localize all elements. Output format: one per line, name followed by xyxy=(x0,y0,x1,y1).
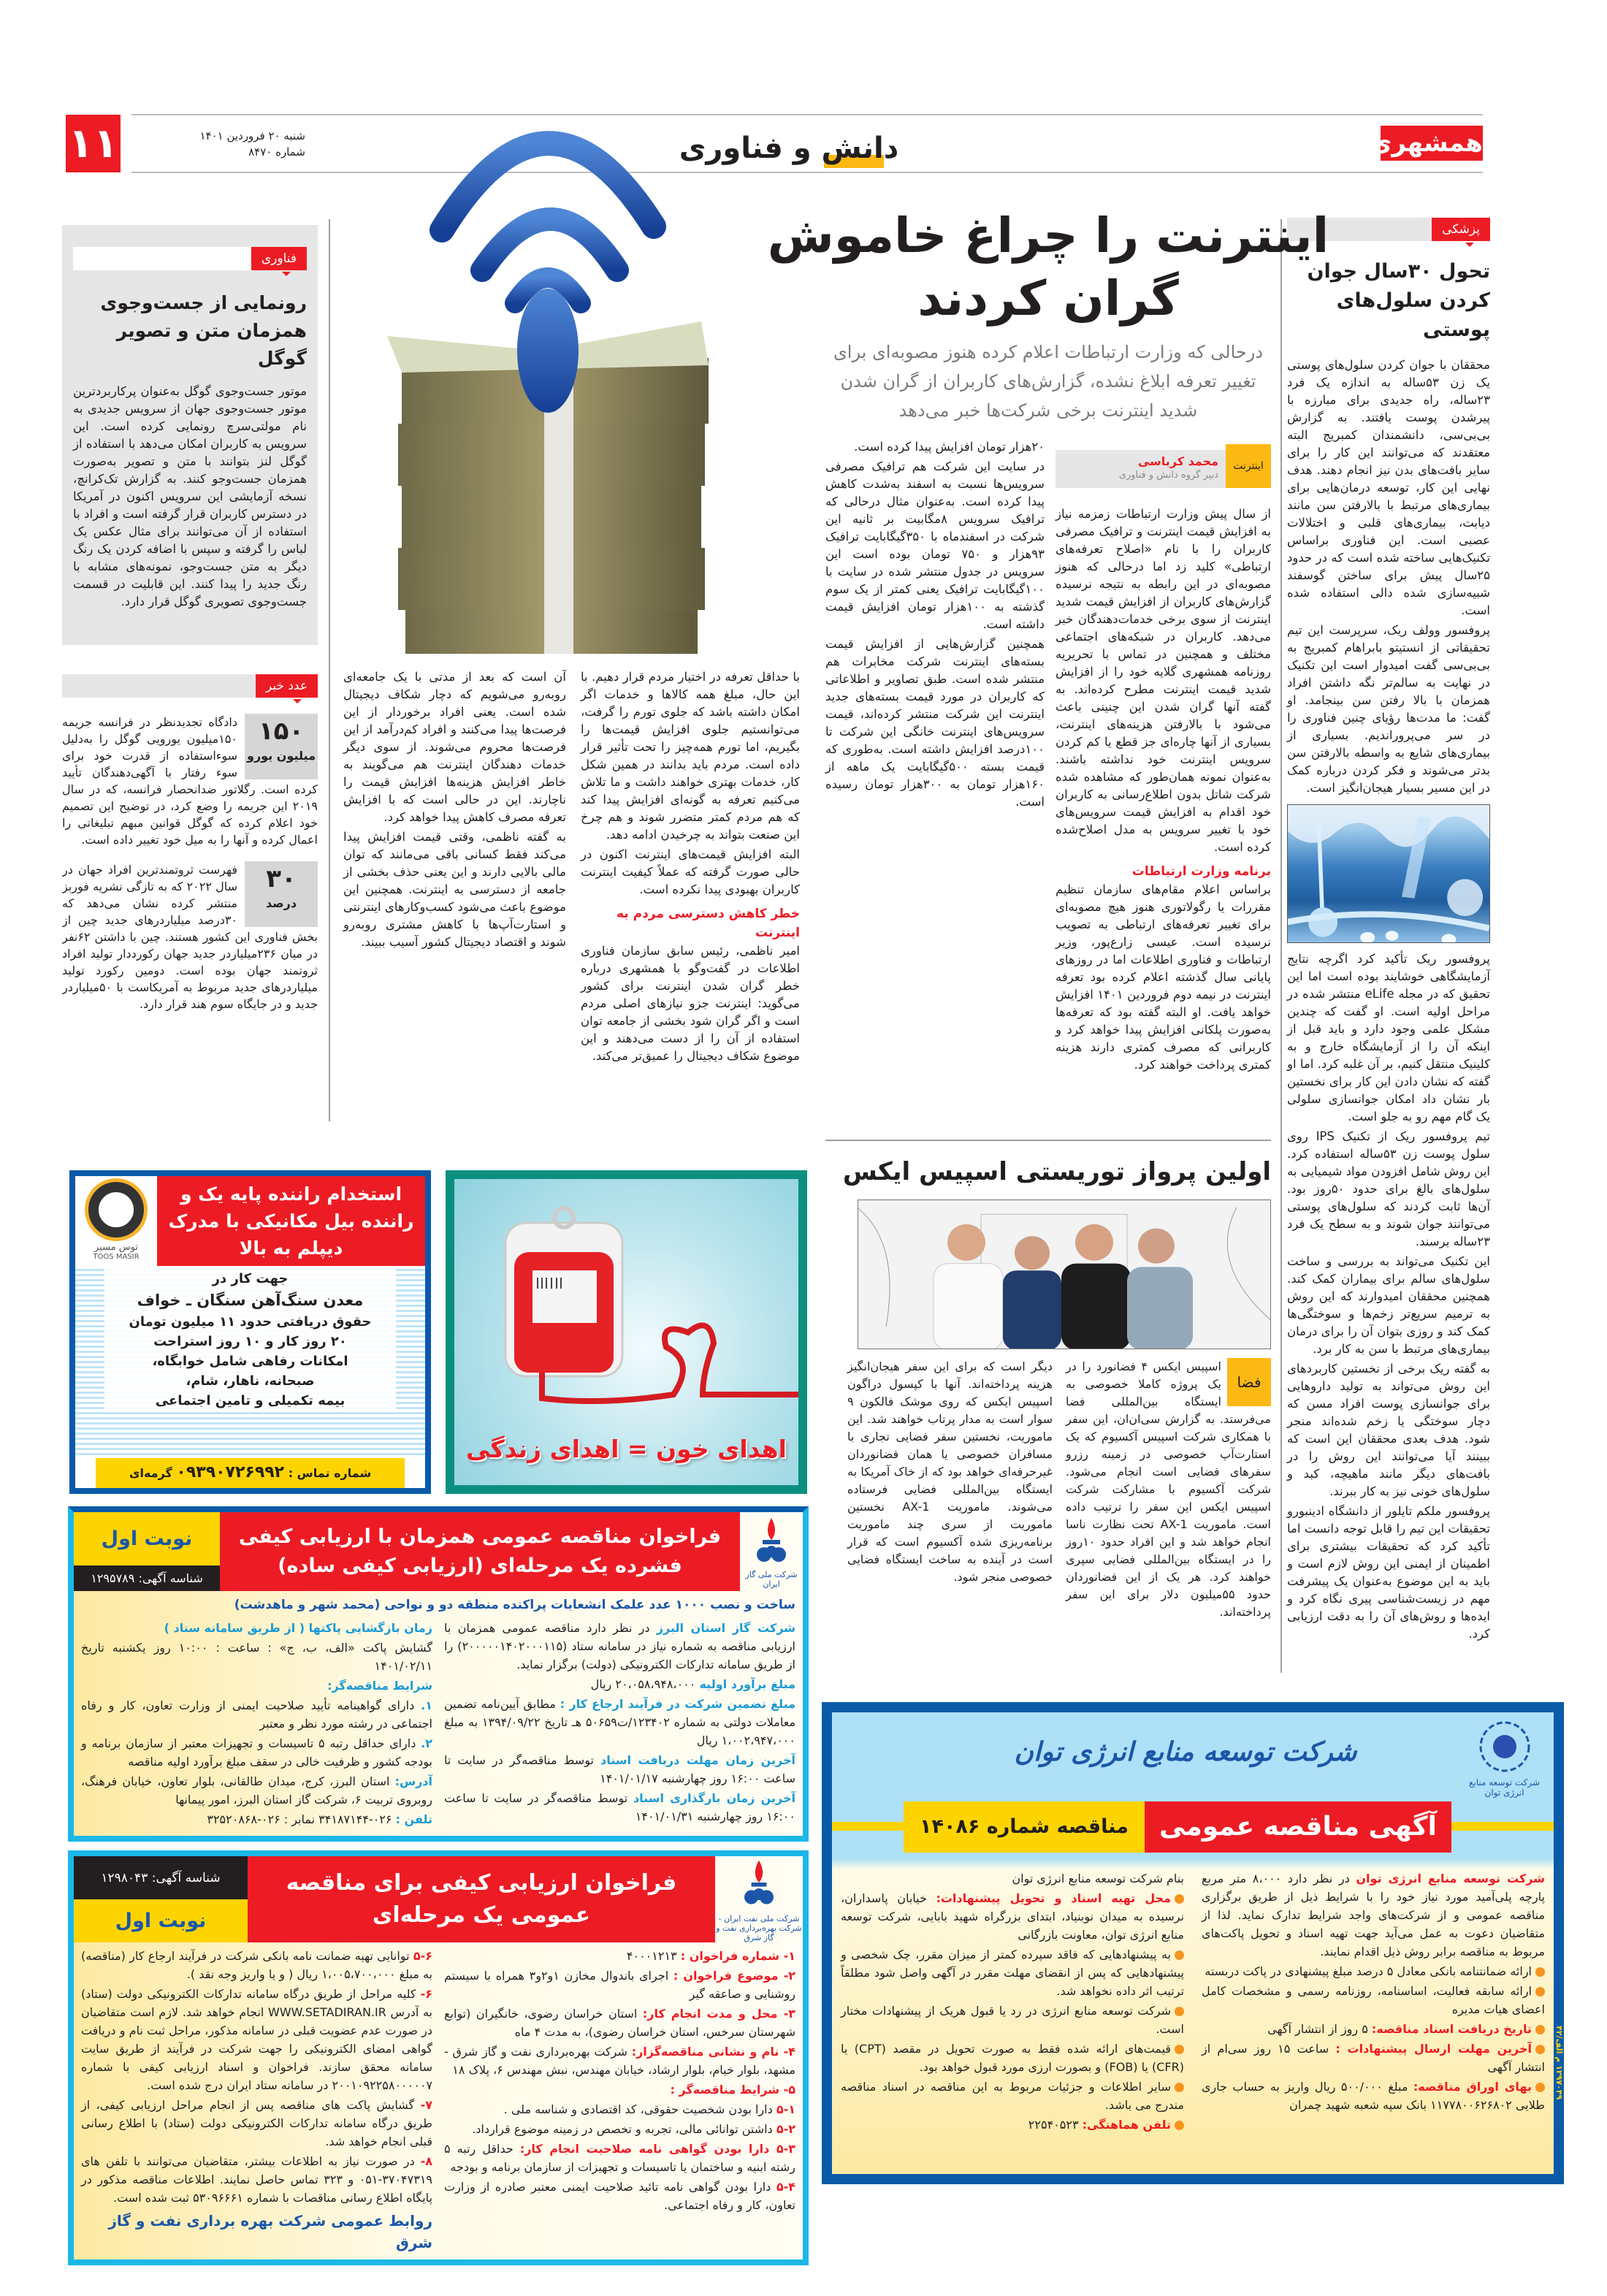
ad-item-label: ۴- نام و نشانی مناقصه‌گزار: xyxy=(631,2045,796,2059)
ad-item xyxy=(841,2040,1184,2076)
ad-item-text: سایر اطلاعات و جزئیات مربوط به این مناقصه در اسناد مناقصه مندرج می باشد. xyxy=(841,2080,1184,2112)
ad-item-label: آدرس: xyxy=(394,1774,432,1788)
ad-item xyxy=(444,2120,795,2138)
skin-cells-image xyxy=(1287,804,1490,943)
ad-item-label: شرکت گاز استان البرز xyxy=(656,1621,795,1635)
ad-item xyxy=(1202,1869,1545,1961)
main-subtitle: درحالی که وزارت ارتباطات اعلام کرده هنوز مصوبه‌ای برای تغییر تعرفه ابلاغ نشده، گزارش‌های کاربران از گران شدن شدید اینترنت برخی شرکت‌ها خبر می‌دهد xyxy=(833,342,1264,421)
main-article-col4 xyxy=(343,668,566,953)
medicine-headline: تحول ۳۰سال جوان کردن سلول‌های پوستی xyxy=(1307,260,1490,341)
ad-item-label: آخرین زمان مهلت دریافت اسناد xyxy=(600,1753,796,1767)
ad-item-text: در نظر دارد ۸،۰۰۰ متر مربع پارچه پلی‌آمید مورد نیاز خود را با شرایط ذیل از طریق برگزاری مناقصه عمومی و از شرکت‌های واجد شرایط تدارک نماید. لذا از متقاضیان دعوت به عمل می‌آید جهت تهیه اسناد و تحویل پاکت‌های مربوط به مناقصه برابر روش ذیل اقدام نمایند. xyxy=(1202,1872,1545,1959)
medicine-column xyxy=(1287,218,1490,1645)
recruit-benefits-1: امکانات رفاهی شامل خوابگاه، xyxy=(152,1354,348,1369)
ad-item-label: ۷- xyxy=(420,2098,432,2112)
gas-company-logo xyxy=(740,1512,803,1591)
ad-item-text: داشتن توانائی مالی، تجربه و تخصص در زمینه موضوع قرارداد. xyxy=(472,2122,776,2136)
number-badge xyxy=(245,861,318,927)
oil-ad-id: شناسه آگهی: ۱۲۹۸۰۴۳ xyxy=(74,1856,248,1899)
ad-item-text: توسط مناقصه‌گر در سایت تا ساعت ۱۶:۰۰ روز چهارشنبه ۱۴۰۱/۰۱/۳۱ xyxy=(444,1791,795,1823)
ad-item xyxy=(444,2080,795,2099)
ad-item-text: ارائه سابقه فعالیت، اساسنامه، روزنامه رسمی و مشخصات کامل اعضای هیات مدیره xyxy=(1202,1984,1545,2016)
author-role: دبیر گروه دانش و فناوری xyxy=(1118,470,1218,481)
bullet-icon xyxy=(1175,2121,1184,2130)
ad-item-text: دارا بودن شخصیت حقوقی، کد اقتصادی و شناسه ملی . xyxy=(503,2102,776,2116)
logo-name-fa: توس مسیر xyxy=(94,1242,138,1253)
ad-item-text: توانایی تهیه ضمانت نامه بانکی شرکت در فرآیند ارجاع کار (مناقصه) به مبلغ ۱،۰۰۵،۷۰۰،۰۰۰ ریال ( و یا واریز وجه نقد ). xyxy=(81,1949,432,1981)
ad-item-label: بهای اوراق مناقصه: xyxy=(1413,2080,1532,2094)
ad-item xyxy=(841,2002,1184,2038)
ad-item-text: ارائه ضمانتنامه بانکی معادل ۵ درصد مبلغ پیشنهادی در پاکت دربسته xyxy=(1205,1964,1532,1978)
blood-bag-heart-icon xyxy=(454,1197,798,1416)
gas-logo-text: شرکت ملی گاز ایران xyxy=(745,1570,798,1589)
skin-cells-illustration xyxy=(1287,805,1489,943)
newspaper-logo[interactable]: همشهری xyxy=(1381,126,1483,161)
main-headline-line2: گران کردند xyxy=(917,270,1179,327)
main-article-col2 xyxy=(825,438,1045,813)
ad-item-label: ۵- شرایط مناقصه‌گر : xyxy=(670,2083,795,2097)
tavan-tender-number: مناقصه شماره ۱۴۰۸۶ xyxy=(904,1801,1145,1853)
ad-oil-tender[interactable] xyxy=(68,1850,809,2265)
issue-number: شماره ۸۴۷۰ xyxy=(248,145,305,159)
bullet-icon xyxy=(1535,2083,1545,2092)
ad-item xyxy=(81,1947,432,1983)
ad-item-label: ۵-۲ xyxy=(776,2122,795,2136)
ad-item xyxy=(841,2116,1184,2134)
number-value: ۳۰ xyxy=(266,864,297,893)
ad-item-text: قیمت‌های ارائه شده فقط به صورت تحویل در مقصد (CPT) یا (CFR) یا (FOB) و بصورت ارزی مورد قبول خواهد بود. xyxy=(841,2042,1184,2074)
wifi-money-graphic xyxy=(358,124,752,657)
ad-item-label: شرکت توسعه منابع انرژی توان xyxy=(1356,1872,1545,1885)
oil-flame-logo-icon xyxy=(737,1859,781,1912)
paragraph: همچنین گزارش‌هایی از افزایش قیمت بسته‌های اینترنت شرکت مخابرات هم منتشر شده است. طبق تصاویر و اطلاعاتی که کاربران در مورد قیمت بسته‌های جدید اینترنت این شرکت منتشر کرده‌اند، قیمت سرویس‌های اینترنت خانگی این شرکت تا ۱۰۰درصد افزایش داشته است. به‌طوری که قیمت بسته ۵۰۰گیگابایت یک ماهه از ۱۶۰هزار تومان به ۳۰۰هزار تومان رسیده است. xyxy=(825,637,1045,809)
ad-item xyxy=(444,1675,795,1693)
ad-item-label: تاریخ دریافت اسناد مناقصه: xyxy=(1371,2022,1532,2036)
ad-item xyxy=(444,1619,795,1674)
ad-item xyxy=(81,2096,432,2151)
ad-item-text: خیابان پاسداران، نرسیده به میدان نوبنیاد، ابتدای بزرگراه شهید بابایی، شرکت توسعه منابع انرژی توان، معاونت بازرگانی xyxy=(841,1891,1184,1942)
ad-item-label: شرایط مناقصه‌گر: xyxy=(327,1679,432,1693)
ad-item xyxy=(444,2140,795,2176)
ad-item-label: ۵-۴ xyxy=(776,2180,795,2194)
recruit-insurance: بیمه تکمیلی و تامین اجتماعی xyxy=(155,1393,346,1408)
ad-item-text: در نظر دارد مناقصه عمومی همزمان با ارزیابی مناقصه به شماره نیاز در سامانه ستاد (۲۰۰۰۰۰۱۴۰۲۰۰۰۱۱۵) را از طریق سامانه تدارکات الکترونیکی (دولت) برگزار نماید. xyxy=(444,1621,795,1671)
spacex-col-right: اسپیس ایکس ۴ فضانورد را در یک پروژه کاملا خصوصی به ایستگاه بین‌المللی فضا می‌فرستد. به گزارش سی‌ان‌ان، این سفر با همکاری شرکت اسپیس آکسیوم که یک استارت‌آپ خصوصی در زمینه رزرو سفرهای فضایی است انجام می‌شود. شرکت آکسیوم با مشارکت شرکت اسپیس ایکس این سفر را ترتیب داده است. ماموریت AX-1 تحت نظارت ناسا انجام خواهد شد و این افراد حدود ۱۰روز را در ایستگاه بین‌المللی فضایی سپری خواهند کرد. هر یک از این فضانوردان حدود ۵۵میلیون دلار برای این سفر پرداخته‌اند. xyxy=(1066,1359,1272,1619)
tech-tag-label: فناوری xyxy=(251,247,307,270)
ad-item-text: ۲۲۵۴۰۵۲۳ xyxy=(1028,2118,1083,2132)
bullet-icon xyxy=(1175,2083,1184,2092)
ad-recruitment[interactable] xyxy=(69,1170,431,1494)
ad-item xyxy=(1202,1962,1545,1980)
ad-item-label: ۵-۶ xyxy=(413,1949,432,1963)
ad-item-text: دارای حداقل رتبه ۵ تاسیسات و تجهیزات معتبر از سازمان برنامه و بودجه کشور و ظرفیت خالی در سقف مبلغ برآورد اولیه مناقصه xyxy=(81,1736,432,1769)
subhead-ministry-plan: برنامه وزارت ارتباطات xyxy=(1131,864,1271,879)
author-name: محمد کرباسی xyxy=(1137,454,1218,468)
ad-item-label: ۲. xyxy=(421,1736,432,1750)
ad-item-text: کلیه مراحل از طریق درگاه سامانه تدارکات الکترونیکی دولت (ستاد) به آدرس WWW.SETADIRAN.IR انجام خواهد شد. لازم است متقاضیان در صورت عدم عضویت قبلی در سامانه مذکور، مراحل ثبت نام و دریافت گواهی امضای الکترونیکی را جهت شرکت در فرآیند از طریق سایت سامانه محقق سازند. فراخوان و اسناد ارزیابی کیفی با شماره ۲۰۰۱۰۹۲۲۵۸۰۰۰۰۰۷ در سامانه ستاد ایران درج شده است. xyxy=(81,1987,433,2092)
ad-item-label: ۸- xyxy=(420,2154,432,2168)
ad-item-text: گشایش پاکت «الف، ب، ج» : ساعت : ۱۰:۰۰ روز یکشنبه تاریخ ۱۴۰۱/۰۲/۱۱ xyxy=(81,1641,432,1673)
ad-item-text: بنام شرکت توسعه منابع انرژی توان xyxy=(1012,1872,1184,1885)
paragraph: پروفسور وولف ریک، سرپرست این تیم تحقیقاتی از انستیتو بابراهام کمبریج به بی‌بی‌سی گفت امیدوار است این تکنیک در نهایت به سالم‌تر نگه داشتن افراد همزمان با بالا رفتن سن بینجامد. او گفت: ما مدت‌ها رؤیای چنین فناوری را در سر می‌پروراندیم. بسیاری از بیماری‌های شایع به واسطه بالارفتن سن بدتر می‌شوند و فکر کردن درباره کمک در این مسیر بسیار هیجان‌انگیز است. xyxy=(1287,623,1490,795)
ad-item xyxy=(841,1945,1184,2000)
tech-body-paragraph: موتور جست‌وجوی گوگل به‌عنوان پرکاربردترین موتور جست‌وجوی جهان از سرویس جدیدی به نام مولتی‌سرچ رونمایی کرده است. این سرویس به کاربران امکان می‌دهد با استفاده از گوگل لنز بتوانند با متن و تصویر به‌صورت همزمان جست‌وجو کنند. به گزارش تک‌کرانچ، نسخه آزمایشی این سرویس اکنون در آمریکا در دسترس کاربران قرار گرفته است و افراد با استفاده از آن می‌توانند برای مثال عکس یک لباس را گرفته و سپس با اضافه کردن یک رنگ دیگر به متن جست‌وجو، نمونه‌های مشابه با رنگ جدید را پیدا کنند. این قابلیت در قسمت جست‌وجوی تصویری گوگل قرار دارد. xyxy=(73,384,307,609)
ad-item-text: ۵ روز از انتشار آگهی xyxy=(1267,2022,1372,2036)
ad-item-label: تلفن هماهنگی: xyxy=(1082,2118,1171,2132)
bullet-icon xyxy=(1535,2025,1545,2034)
tavan-right-column xyxy=(1202,1869,1545,2135)
main-article-col3 xyxy=(581,668,800,1067)
ad-item-text: توسط مناقصه‌گر در سایت تا ساعت ۱۶:۰۰ روز چهارشنبه ۱۴۰۱/۰۱/۱۷ xyxy=(444,1753,795,1785)
left-sidebar xyxy=(62,225,318,1012)
phone-contact-name: گرمه‌ای xyxy=(129,1466,172,1480)
recruit-schedule: ۲۰ روز کار و ۱۰ روز استراحت xyxy=(153,1334,347,1349)
tavan-company-name: شرکت توسعه منابع انرژی توان xyxy=(1014,1737,1357,1767)
ad-item-text: اجرای باندوال مخازن ۱و۲و۳ همراه با سیستم روشنایی و صاعقه گیر xyxy=(444,1969,795,2001)
ad-item-text: مطابق آیین‌نامه تضمین معاملات دولتی به شماره ۱۲۳۴۰۲/ت۵۰۶۵۹ هـ تاریخ ۱۳۹۴/۰۹/۲۲ به مبلغ ۱،۰۰۲،۹۴۷،۰۰۰ ریال xyxy=(444,1697,796,1747)
ad-item xyxy=(81,1985,432,2094)
gas-title: فراخوان مناقصه عمومی همزمان با ارزیابی کیفی فشرده یک مرحله‌ای (ارزیابی کیفی ساده) xyxy=(220,1512,740,1591)
bullet-icon xyxy=(1535,1967,1545,1977)
oil-logo-text: شرکت ملی نفت ایران - شرکت بهره‌برداری نفت و گاز شرق xyxy=(716,1914,802,1942)
bullet-icon xyxy=(1175,1894,1184,1904)
number-news-tag-label: عدد خبر xyxy=(256,674,318,698)
ad-item-text: گشایش پاکت های مناقصه پس از انجام مراحل ارزیابی کیفی، از طریق درگاه سامانه تدارکات الکترونیکی دولت (ستاد) با اطلاع رسانی قبلی انجام خواهد شد. xyxy=(81,2098,432,2148)
paragraph: در سایت این شرکت هم ترافیک مصرفی سرویس‌ها نسبت به اسفند به‌شدت کاهش پیدا کرده است. به‌عنوان مثال درحالی که ترافیک سرویس ۸مگابیت بر ثانیه این شرکت در اسفندماه با ۳۵۰گیگابایت ترافیک ۹۳هزار و ۷۵۰ تومان بوده است این سرویس در جدول منتشر شده در سایت با ۱۰۰گیگابایت ترافیک یعنی کمتر از یک سوم گذشته به ۱۰۰هزار تومان افزایش قیمت داشته است. xyxy=(825,459,1045,631)
tavan-flower-logo-icon xyxy=(1476,1718,1533,1775)
ad-item-label: مبلغ برآورد اولیه xyxy=(699,1677,795,1691)
astronauts-photo xyxy=(858,1200,1270,1349)
oil-right-column xyxy=(444,1947,795,2254)
ad-item xyxy=(841,2078,1184,2114)
bullet-icon xyxy=(1175,2007,1184,2016)
ad-item xyxy=(444,1789,795,1826)
ad-item xyxy=(81,2152,432,2207)
number-news-item xyxy=(62,861,318,1012)
ad-item xyxy=(81,1696,432,1733)
number-news-item xyxy=(62,714,318,848)
paragraph: محققان با جوان کردن سلول‌های پوستی یک زن ۵۳ساله به اندازه یک فرد ۲۳ساله، راه جدیدی برای مبارزه با پیرشدن پوست یافتند. به گزارش بی‌بی‌سی، دانشمندان کمبریج البته معتقدند که می‌توانند این کار را برای سایر بافت‌های بدن نیز انجام دهند. هدف نهایی این کار، توسعه درمان‌هایی برای بیماری‌های مرتبط با بالارفتن سن مانند دیابت، بیماری‌های قلبی و اختلالات عصبی است. این فناوری براساس تکنیک‌هایی ساخته شده است که در حدود ۲۵سال پیش برای ساختن گوسفند شبیه‌سازی شده دالی استفاده شده است. xyxy=(1287,358,1490,617)
medicine-tag-label: پزشکی xyxy=(1432,218,1490,241)
ad-item xyxy=(444,2178,795,2214)
ad-item xyxy=(444,1695,795,1750)
section-title xyxy=(672,131,906,165)
ad-item-label: ۲- موضوع فراخوان : xyxy=(673,1969,795,1983)
paragraph: از سال پیش وزارت ارتباطات زمزمه نیاز به افزایش قیمت اینترنت و ترافیک مصرفی کاربران را با نام «اصلاح تعرفه‌های ارتباطی» کلید زد اما درحالی که هنوز مصوبه‌ای در این رابطه به نتیجه نرسیده گزارش‌های کاربران از افزایش قیمت شدید اینترنت از سوی برخی خدمات‌دهندگان خبر می‌دهد. کاربران در شبکه‌های اجتماعی مختلف و همچنین در تماس با تحریریه روزنامه همشهری گلایه خود را از افزایش شدید قیمت اینترنت مطرح کرده‌اند. به گفته آنها گران شدن این چنینی باعث می‌شود با بالارفتن هزینه‌های اینترنت، بسیاری از آنها چاره‌ای جز قطع یا کم کردن سرویس اینترنت خود نداشته باشند. به‌عنوان نمونه همان‌طور که مشاهده شده شرکت شاتل بدون اطلاع‌رسانی به کاربران خود اقدام به افزایش قیمت سرویس‌های خود با تغییر سرویس به مدل اصلاح‌شده کرده است. xyxy=(1056,507,1271,854)
ad-item-label: ۵-۳ دارا بودن گواهی نامه صلاحیت انجام کار: xyxy=(519,2142,795,2156)
ad-item-label: آخرین زمان بارگذاری اسناد xyxy=(633,1791,796,1805)
ad-item xyxy=(81,1619,432,1637)
ad-item-label: مبلغ تضمین شرکت در فرآیند ارجاع کار : xyxy=(560,1697,796,1711)
recruit-title: استخدام راننده پایه یک و راننده بیل مکانیکی با مدرک دیپلم به بالا xyxy=(157,1176,425,1266)
space-tag: فضا xyxy=(1227,1358,1271,1406)
paragraph: آن است که بعد از مدتی با یک جامعه‌ای روبه‌رو می‌شویم که دچار شکاف دیجیتال شده است. یعنی افراد برخوردار از این فرصت‌ها پیدا می‌کنند و افراد کم‌درآمد از این فرصت‌ها محروم می‌شوند. از سوی دیگر خدمات دهندگان اینترنت هم می‌گویند به خاطر افزایش هزینه‌ها افزایش قیمت را ناچارند. این در حالی است که با افزایش تعرفه مصرف کاهش پیدا خواهد کرد. xyxy=(343,670,566,824)
ad-item-text: در صورت نیاز به اطلاعات بیشتر، متقاضیان می‌توانند با تلفن های ۳۷۰۴۷۳۱۹-۰۵۱ و ۳۲۳ تماس حاصل نمایند. اطلاعات مناقصه مذکور در پایگاه اطلاع رسانی مناقصات با شماره ۵۳۰۹۶۶۶۱ ثبت شده است. xyxy=(81,2154,432,2205)
tech-headline: رونمایی از جست‌وجوی همزمان متن و تصویر گوگل xyxy=(100,292,307,369)
bullet-icon xyxy=(1175,2045,1184,2054)
spacex-body xyxy=(847,1358,1271,1621)
tech-section-tag xyxy=(73,247,307,270)
ad-item xyxy=(1202,2020,1545,2038)
header-top-rule xyxy=(131,114,1483,115)
oil-round-badge: نوبت اول xyxy=(74,1899,248,1942)
subhead-access-risk: خطر کاهش دسترسی مردم به اینترنت xyxy=(617,907,800,940)
tavan-side-code: ۱۲۹۷۰۴۹ م الف/۴۲ xyxy=(1554,2026,1564,2100)
gas-subject: ساخت و نصب ۱۰۰۰ عدد علمک انشعابات پراکنده منطقه دو و نواحی (محمد شهر و ماهدشت) xyxy=(234,1598,795,1612)
ad-item-text: ۲۰،۰۵۸،۹۴۸،۰۰۰ ریال xyxy=(590,1677,700,1691)
medicine-body-top xyxy=(1287,356,1490,797)
gas-left-column xyxy=(81,1619,432,1830)
oil-title: فراخوان ارزیابی کیفی برای مناقصه عمومی یک مرحله‌ای xyxy=(248,1856,715,1942)
ad-item-label: ۱. xyxy=(421,1698,432,1712)
paragraph: امیر ناظمی، رئیس سابق سازمان فناوری اطلاعات در گفت‌وگو با همشهری درباره خطر گران شدن اینترنت برای کشور می‌گوید: اینترنت جزو نیازهای اصلی مردم است و اگر گران شود بخشی از جامعه توان استفاده از آن را از دست می‌دهند و این موضوع شکاف دیجیتال را عمیق‌تر می‌کند. xyxy=(581,944,800,1063)
ad-item xyxy=(1202,2040,1545,2076)
paragraph: پروفسور ملکم تایلور از دانشگاه ادینبورو تحقیقات این تیم را قابل توجه دانست اما تأکید کرد که تحقیقات بیشتری برای اطمینان از ایمنی این روش لازم است و باید به این موضوع به‌عنوان یک پیشرفت مهم در زیست‌شناسی پیری نگاه کرد و ایده‌ها و روش‌های آن را به دقت ارزیابی کرد. xyxy=(1287,1504,1490,1641)
ad-item xyxy=(444,2100,795,2118)
paragraph: این تکنیک می‌تواند به بررسی و ساخت سلول‌های سالم برای بیماران کمک کند. همچنین محققان امیدوارند که این روش به ترمیم سریع‌تر زخم‌ها و سوختگی‌ها کمک کند و روزی بتوان آن را برای درمان بیماری‌های مرتبط با سن به کار برد. xyxy=(1287,1254,1490,1356)
spacex-photo xyxy=(858,1200,1271,1349)
tire-logo-icon xyxy=(88,1182,144,1237)
wifi-money-illustration xyxy=(358,124,752,657)
ad-item-text: به پیشنهادهایی که فاقد سپرده کمتر از میزان مقرر، چک شخصی و پیشنهادهایی که پس از انقضای مهلت مقرر در آگهی واصل شود مطلقاً ترتیب اثر داده نخواهد شد. xyxy=(841,1948,1184,1998)
phone-number[interactable]: ۰۹۳۹۰۷۲۶۹۹۲ xyxy=(176,1463,285,1481)
recruit-location: معدن سنگ‌آهن سنگان ـ خواف xyxy=(137,1292,364,1309)
recruit-details xyxy=(75,1266,425,1458)
ad-item-label: ۵-۱ xyxy=(776,2102,795,2116)
main-col3-after xyxy=(581,942,800,1065)
header-bottom-rule xyxy=(131,172,1483,173)
phone-label: شماره تماس : xyxy=(288,1466,372,1480)
ad-item-label: ۶- xyxy=(420,1987,432,2001)
issue-date: شنبه ۲۰ فروردین ۱۴۰۱ xyxy=(199,129,305,142)
number-news-text: دادگاه تجدیدنظر در فرانسه جریمه ۱۵۰میلیون یورویی گوگل را به‌دلیل سوءاستفاده از قدرت خود برای سوء رفتار با آگهی‌دهندگان تأیید کرده است. رگلاتور ضدانحصار فرانسه، که در سال ۲۰۱۹ این جریمه را وضع کرد، در توضیح این تصمیم خود اعلام کرده که گوگل قوانین مبهم تبلیغاتی را اعمال کرده و آنها را به میل خود تغییر داده است. xyxy=(62,715,318,847)
gas-badges xyxy=(74,1512,220,1591)
page-number-box: ۱۱ xyxy=(66,115,121,172)
medicine-body-bottom xyxy=(1287,950,1490,1643)
ad-item xyxy=(444,1947,795,1965)
ad-item-text: ۰۲۶-۳۴۱۸۷۱۴۴ نمابر : ۰۲۶-۳۲۵۲۰۸۶۸ xyxy=(207,1812,396,1826)
logo-name-en: TOOS MASIR xyxy=(93,1253,140,1261)
oil-body xyxy=(74,1942,803,2259)
column-divider-right xyxy=(1280,219,1282,1673)
number-news-text: فهرست ثروتمندترین افراد جهان در سال ۲۰۲۲ که به تازگی نشریه فوربز منتشر کرده نشان می‌دهد که ۳۰درصد میلیاردرهای جدید چین از بخش فناوری این کشور هستند. چین با داشتن ۶۲نفر در میان ۲۳۶میلیاردر جدید جهان رکورددار تولید افراد ثروتمند جهان بوده است. دومین رکورد تولید میلیاردرهای جدید مربوط به آمریکاست با ۵۰میلیاردر جدید و در جایگاه سوم هند قرار دارد. xyxy=(62,863,318,1011)
ad-item-text: شرکت توسعه منابع انرژی در رد یا قبول هریک از پیشنهادات مختار است. xyxy=(841,2004,1184,2036)
ad-blood-donation[interactable] xyxy=(446,1170,807,1494)
gas-flame-logo-icon xyxy=(749,1517,793,1568)
ad-item-text: دارای گواهینامه تأیید صلاحیت ایمنی از وزارت تعاون، کار و رفاه اجتماعی در رشته مورد نظر و معتبر xyxy=(81,1698,432,1731)
blood-slogan: اهدای خون = اهدای زندگی xyxy=(466,1435,787,1463)
tavan-body xyxy=(832,1862,1554,2144)
gas-header xyxy=(74,1512,803,1591)
spacex-col-left: دیگر است که برای این سفر هیجان‌انگیز هزینه پرداخته‌اند. آنها با کپسول دراگون اسپیس ایکس که روی موشک فالکون ۹ سوار است به مدار پرتاب خواهند شد. این ماموریت، نخستین سفر فضایی تجاری با مسافران خصوصی یا همان فضانوردان غیرحرفه‌ای خواهد بود که از خاک آمریکا به ایستگاه بین‌المللی فضایی فرستاده می‌شوند. ماموریت AX-1 نخستین ماموریت از سری چند ماموریت برنامه‌ریزی شده آکسیوم است که قرار است در آینده به ساخت ایستگاه فضایی خصوصی منجر شود. xyxy=(847,1359,1053,1584)
tavan-left-column xyxy=(841,1869,1184,2135)
paragraph: پروفسور ریک تأکید کرد اگرچه نتایج آزمایشگاهی خوشایند بوده است اما این تحقیق که در مجله eLife منتشر شده در مراحل اولیه است. او گفت که چندین مشکل علمی وجود دارد و باید قبل از اینکه آن را از آزمایشگاه خارج و به کلینیک منتقل کنیم، بر آن غلبه کرد. اما او گفته که نشان دادن این کار برای نخستین بار نشان داد امکان جوانسازی سلولی یک گام مهم رو به جلو است. xyxy=(1287,952,1490,1124)
recruit-line1: جهت کار در xyxy=(212,1271,289,1286)
ad-item-label: آخرین مهلت ارسال پیشنهادات : xyxy=(1335,2042,1532,2056)
ad-item-text: ۴۰۰۰۱۲۱۳ xyxy=(626,1949,681,1963)
ad-item-text: شرکت بهره‌برداری نفت و گاز شرق - مشهد، بلوار خیام، بلوار ارشاد، خیابان مهندس، نبش مهندس ۶، پلاک ۱۸ xyxy=(444,2045,795,2077)
oil-left-wrap xyxy=(81,1947,432,2254)
oil-left-column xyxy=(81,1947,432,2207)
ad-item-text: حداقل رتبه ۵ رشته ابنیه و ساختمان یا تاسیسات و تجهیزات از سازمان برنامه و بودجه xyxy=(444,2142,795,2174)
author-byline xyxy=(1056,450,1226,488)
ad-item xyxy=(444,1967,795,2003)
tavan-logo xyxy=(1462,1718,1546,1798)
section-title-text: دانش و فناوری xyxy=(679,131,899,165)
oil-header xyxy=(74,1856,803,1942)
ad-tavan-tender[interactable] xyxy=(822,1702,1564,2184)
ad-item xyxy=(81,1734,432,1771)
ad-item-text: استان خراسان رضوی، خانگیران (توابع شهرستان سرخس، استان خراسان رضوی)، به مدت ۴ ماه xyxy=(444,2007,795,2039)
gas-ad-id: شناسه آگهی: ۱۲۹۵۷۸۹ xyxy=(74,1565,220,1591)
paragraph: به گفته ناظمی، وقتی قیمت افزایش پیدا می‌کند فقط کسانی باقی می‌مانند که توان مالی بالایی دارند و این یعنی حذف بخشی از جامعه از دسترسی به اینترنت. همچنین این موضوع باعث می‌شود کسب‌وکارهای اینترنتی و استارت‌آپ‌ها با کاهش مشتری روبه‌رو شوند و اقتصاد دیجیتال کشور آسیب ببیند. xyxy=(343,830,566,949)
paragraph: تیم پروفسور ریک از تکنیک IPS روی سلول پوست زن ۵۳ساله استفاده کرد. این روش شامل افزودن مواد شیمیایی به سلول‌های بالغ برای حدود ۵۰روز بود. آن‌ها ثابت کردند که سلول‌های پوستی می‌توانند جوان شوند و به سطح یک فرد ۲۳ساله برسند. xyxy=(1287,1129,1491,1248)
ad-item-text: استان البرز، کرج، میدان طالقانی، بلوار تعاون، خیابان فرهنگ، روبروی تربیت ۶، شرکت گاز استان البرز، امور پیمانها xyxy=(81,1774,432,1807)
ad-item-label: ۱- شماره فراخوان : xyxy=(680,1949,795,1963)
recruit-header xyxy=(75,1176,425,1266)
main-article-col1 xyxy=(1056,506,1271,1074)
main-headline-line1: اینترنت را چراغ خاموش xyxy=(767,207,1329,264)
main-article-right-part xyxy=(1056,438,1271,1076)
paragraph: براساس اعلام مقام‌های سازمان تنظیم مقررات یا رگولاتوری هنوز هیچ مصوبه‌ای برای تغییر تعرفه‌های ارتباطی به تصویب نرسیده است. عیسی زارع‌پور، وزیر ارتباطات و فناوری اطلاعات اما در روزهای پایانی سال گذشته اعلام کرده بود تعرفه اینترنت در نیمه دوم فروردین ۱۴۰۱ افزایش خواهد یافت. او البته گفته بود که تعرفه‌ها به‌صورت پلکانی افزایش پیدا خواهد کرد و کاربرانی که مصرف کمتری دارند هزینه کمتری پرداخت خواهند کرد. xyxy=(1056,882,1271,1072)
paragraph: به گفته ریک برخی از نخستین کاربردهای این روش می‌تواند به تولید داروهایی برای جوانسازی پوست افراد مسن که دچار سوختگی یا زخم شده‌اند منجر شود. هدف بعدی محققان این است که ببینند آیا می‌توانند این روش را در بافت‌های دیگر مانند ماهیچه، کبد و سلول‌های خونی نیز به کار ببرند. xyxy=(1287,1362,1490,1498)
ad-item-text: دارا بودن گواهی نامه تائید صلاحیت ایمنی معتبر صادره از وزارت تعاون، کار و رفاه اجتماعی. xyxy=(444,2180,795,2212)
main-headline xyxy=(767,205,1329,330)
number-badge xyxy=(245,714,318,779)
ad-item-label: محل تهیه اسناد و تحویل پیشنهادات: xyxy=(936,1891,1171,1905)
ad-item xyxy=(81,1772,432,1809)
main-col1-after xyxy=(1056,881,1271,1074)
ad-item xyxy=(841,1889,1184,1944)
oil-footer-pr: روابط عمومی شرکت بهره برداری نفت و گاز شرق xyxy=(108,2212,432,2251)
main-article-tag: اینترنت xyxy=(1226,444,1271,488)
ad-item xyxy=(841,1869,1184,1888)
ad-item-label: زمان بازگشایی پاکتها ( از طریق سامانه ستاد ) xyxy=(164,1621,432,1635)
ad-item xyxy=(444,1751,795,1788)
bullet-icon xyxy=(1535,1987,1545,1996)
number-news-tag xyxy=(62,674,318,698)
tavan-header xyxy=(832,1712,1554,1862)
ad-item xyxy=(81,1677,432,1695)
spacex-headline: اولین پرواز توریستی اسپیس ایکس xyxy=(842,1157,1271,1186)
paragraph: البته افزایش قیمت‌های اینترنت اکنون در حالی صورت گرفته که عملاً کیفیت اینترنت کاربران بهبودی پیدا نکرده است. xyxy=(581,847,800,896)
recruit-phone-bar[interactable] xyxy=(96,1458,405,1488)
gas-round-badge: نوبت اول xyxy=(74,1512,220,1565)
recruit-benefits-2: صبحانه، ناهار، شام، xyxy=(186,1373,315,1389)
ad-item xyxy=(81,1639,432,1675)
ad-item-label: ۳- محل و مدت انجام کار: xyxy=(642,2007,795,2021)
ad-item xyxy=(1202,2078,1545,2114)
tavan-title: آگهی مناقصه عمومی xyxy=(1145,1801,1451,1853)
ad-item xyxy=(444,2043,795,2079)
main-article-columns xyxy=(825,438,1271,1076)
tavan-logo-text: شرکت توسعه منابع انرژی توان xyxy=(1468,1777,1541,1798)
spacex-col-right-wrap xyxy=(1066,1358,1271,1621)
toos-masir-logo xyxy=(75,1176,157,1266)
recruit-salary: حقوق دریافتی حدود ۱۱ میلیون تومان xyxy=(129,1314,372,1330)
bullet-icon xyxy=(1535,2045,1545,2054)
paragraph: با حداقل تعرفه در اختیار مردم قرار دهیم. با این حال، مبلغ همه کالاها و خدمات اگر امکان داشته باشد که جلوی تورم را گرفت، می‌توانستیم جلوی افزایش قیمت‌ها را بگیریم، اما تورم همه‌چیز را تحت تأثیر قرار داده است. مردم باید بدانند در همین شکل کار، خدمات بهتری خواهند داشت و ما تلاش می‌کنیم تعرفه به گونه‌ای افزایش پیدا کند که هم مردم کمتر متضرر شوند و هم چرخ این صنعت بتواند به چرخیدن ادامه دهد. xyxy=(581,670,800,842)
byline-row xyxy=(1056,444,1271,488)
left-ad-stack xyxy=(68,1506,809,2265)
bullet-icon xyxy=(1175,1950,1184,1960)
number-unit: میلیون یورو xyxy=(247,749,316,763)
column-divider-left xyxy=(329,219,330,1121)
main-col3-text xyxy=(581,668,800,899)
issue-info xyxy=(130,128,305,160)
ad-item xyxy=(444,2005,795,2041)
ad-item xyxy=(1202,1982,1545,2018)
ad-gas-tender[interactable] xyxy=(68,1506,809,1842)
number-unit: درصد xyxy=(265,896,297,910)
main-col1-text xyxy=(1056,506,1271,856)
ad-item-text: مبلغ ۵۰۰/۰۰۰ ریال واریز به حساب جاری طلایی ۱۱۷۷۸۰۰۶۲۶۸۰۲ بانک سپه شعبه شهید چمران xyxy=(1202,2080,1545,2112)
ad-item-label: تلفن : xyxy=(395,1812,432,1826)
main-article-top xyxy=(767,205,1329,1076)
oil-company-logo xyxy=(715,1856,803,1942)
number-value: ۱۵۰ xyxy=(258,717,305,746)
page-horizontal-rule xyxy=(825,1140,1271,1141)
spacex-section xyxy=(842,1154,1272,1621)
ad-item xyxy=(81,1810,432,1828)
ad-item-text: ساعت ۱۵ روز سی‌ام از انتشار آگهی xyxy=(1202,2042,1545,2074)
gas-right-column xyxy=(444,1619,795,1830)
tech-box xyxy=(62,225,318,645)
oil-badges xyxy=(74,1856,248,1942)
paragraph: ۲۰هزار تومان افزایش پیدا کرده است. xyxy=(854,440,1045,454)
tech-body xyxy=(73,383,307,611)
gas-body xyxy=(74,1614,803,1836)
